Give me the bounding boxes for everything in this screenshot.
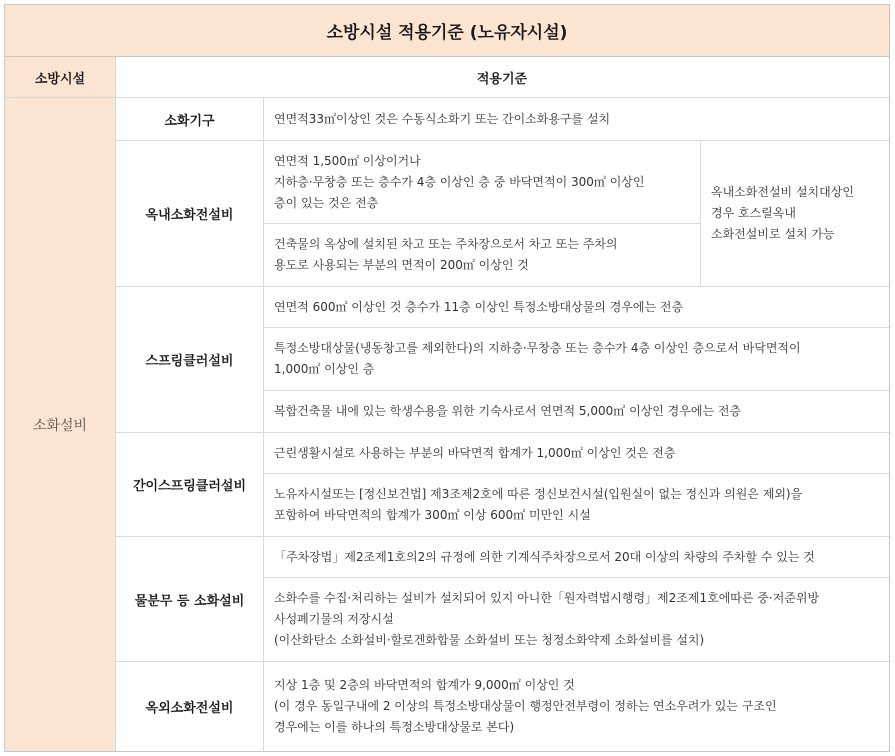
criteria-line: (이산화탄소 소화설비·할로겐화합물 소화설비 또는 청정소화약제 소화설비를 설치) — [274, 633, 705, 647]
criteria-text — [264, 224, 700, 286]
criteria-text — [264, 474, 889, 536]
criteria-text — [264, 662, 889, 751]
criteria-line: 노유자시설또는 [정신보건법] 제3조제2호에 따른 정신보건시설(입원실이 없는 정신과 의원은 제외)을 — [274, 487, 803, 501]
criteria-line: 포함하여 바닥면적의 합계가 300㎡ 이상 600㎡ 미만인 시설 — [274, 508, 591, 522]
criteria-text: 연면적 600㎡ 이상인 것 층수가 11층 이상인 특정소방대상물의 경우에는 전층 — [274, 299, 684, 314]
col-header-facility: 소방시설 — [5, 57, 115, 98]
criteria-line: 지상 1층 및 2층의 바닥면적의 합계가 9,000㎡ 이상인 것 — [274, 678, 575, 692]
criteria-text: 「주차장법」제2조제1호의2의 규정에 의한 기계식주차장으로서 20대 이상의 차량의 주차할 수 있는 것 — [274, 549, 815, 564]
criteria-line: 경우에는 이를 하나의 특정소방대상물로 본다) — [274, 720, 515, 734]
row-name-simple-sprinkler: 간이스프링클러설비 — [132, 479, 247, 494]
note-line: 소화전설비로 설치 가능 — [711, 227, 835, 241]
category-fire-suppression: 소화설비 — [5, 98, 115, 751]
criteria-text: 복합건축물 내에 있는 학생수용을 위한 기숙사로서 연면적 5,000㎡ 이상인 경우에는 전층 — [274, 404, 742, 418]
note-line: 경우 호스릴옥내 — [711, 206, 796, 220]
criteria-note — [701, 141, 889, 286]
criteria-line: 층이 있는 것은 전층 — [274, 195, 379, 210]
criteria-line: 소화수를 수집·처리하는 설비가 설치되어 있지 아니한「원자력법시행령」제2조제1호에따른 중·저준위방 — [274, 591, 820, 605]
criteria-line: 용도로 사용되는 부분의 면적이 200㎡ 이상인 것 — [274, 258, 529, 272]
criteria-line: 지하층·무창층 또는 층수가 4층 이상인 층 중 바닥면적이 300㎡ 이상인 — [274, 174, 645, 189]
note-line: 옥내소화전설비 설치대상인 — [711, 185, 854, 199]
row-name-extinguisher: 소화기구 — [164, 113, 215, 129]
row-name-indoor-hydrant: 옥내소화전설비 — [145, 208, 234, 223]
criteria-text — [264, 141, 700, 223]
criteria-text — [264, 328, 889, 390]
table-title: 소방시설 적용기준 (노유자시설) — [4, 4, 890, 57]
criteria-line: 특정소방대상물(냉동창고를 제외한다)의 지하층·무창층 또는 층수가 4층 이상인 층으로서 바닥면적이 — [274, 341, 801, 355]
criteria-text: 근린생활시설로 사용하는 부분의 바닥면적 합계가 1,000㎡ 이상인 것은 전층 — [274, 445, 676, 460]
criteria-text — [264, 578, 889, 661]
criteria-line: 건축물의 옥상에 설치된 차고 또는 주차장으로서 차고 또는 주차의 — [274, 237, 618, 251]
row-name-outdoor-hydrant: 옥외소화전설비 — [145, 701, 234, 716]
criteria-line: 1,000㎡ 이상인 층 — [274, 362, 375, 376]
row-name-sprinkler: 스프링클러설비 — [145, 354, 234, 369]
criteria-text: 연면적33㎡이상인 것은 수동식소화기 또는 간이소화용구를 설치 — [274, 111, 611, 126]
criteria-line: 사성폐기물의 저장시설 — [274, 612, 394, 626]
col-header-criteria: 적용기준 — [476, 72, 528, 87]
row-name-water-spray: 물분무 등 소화설비 — [134, 593, 245, 609]
criteria-line: 연면적 1,500㎡ 이상이거나 — [274, 153, 421, 168]
criteria-line: (이 경우 동일구내에 2 이상의 특정소방대상물이 행정안전부령이 정하는 연소우려가 있는 구조인 — [274, 699, 777, 713]
